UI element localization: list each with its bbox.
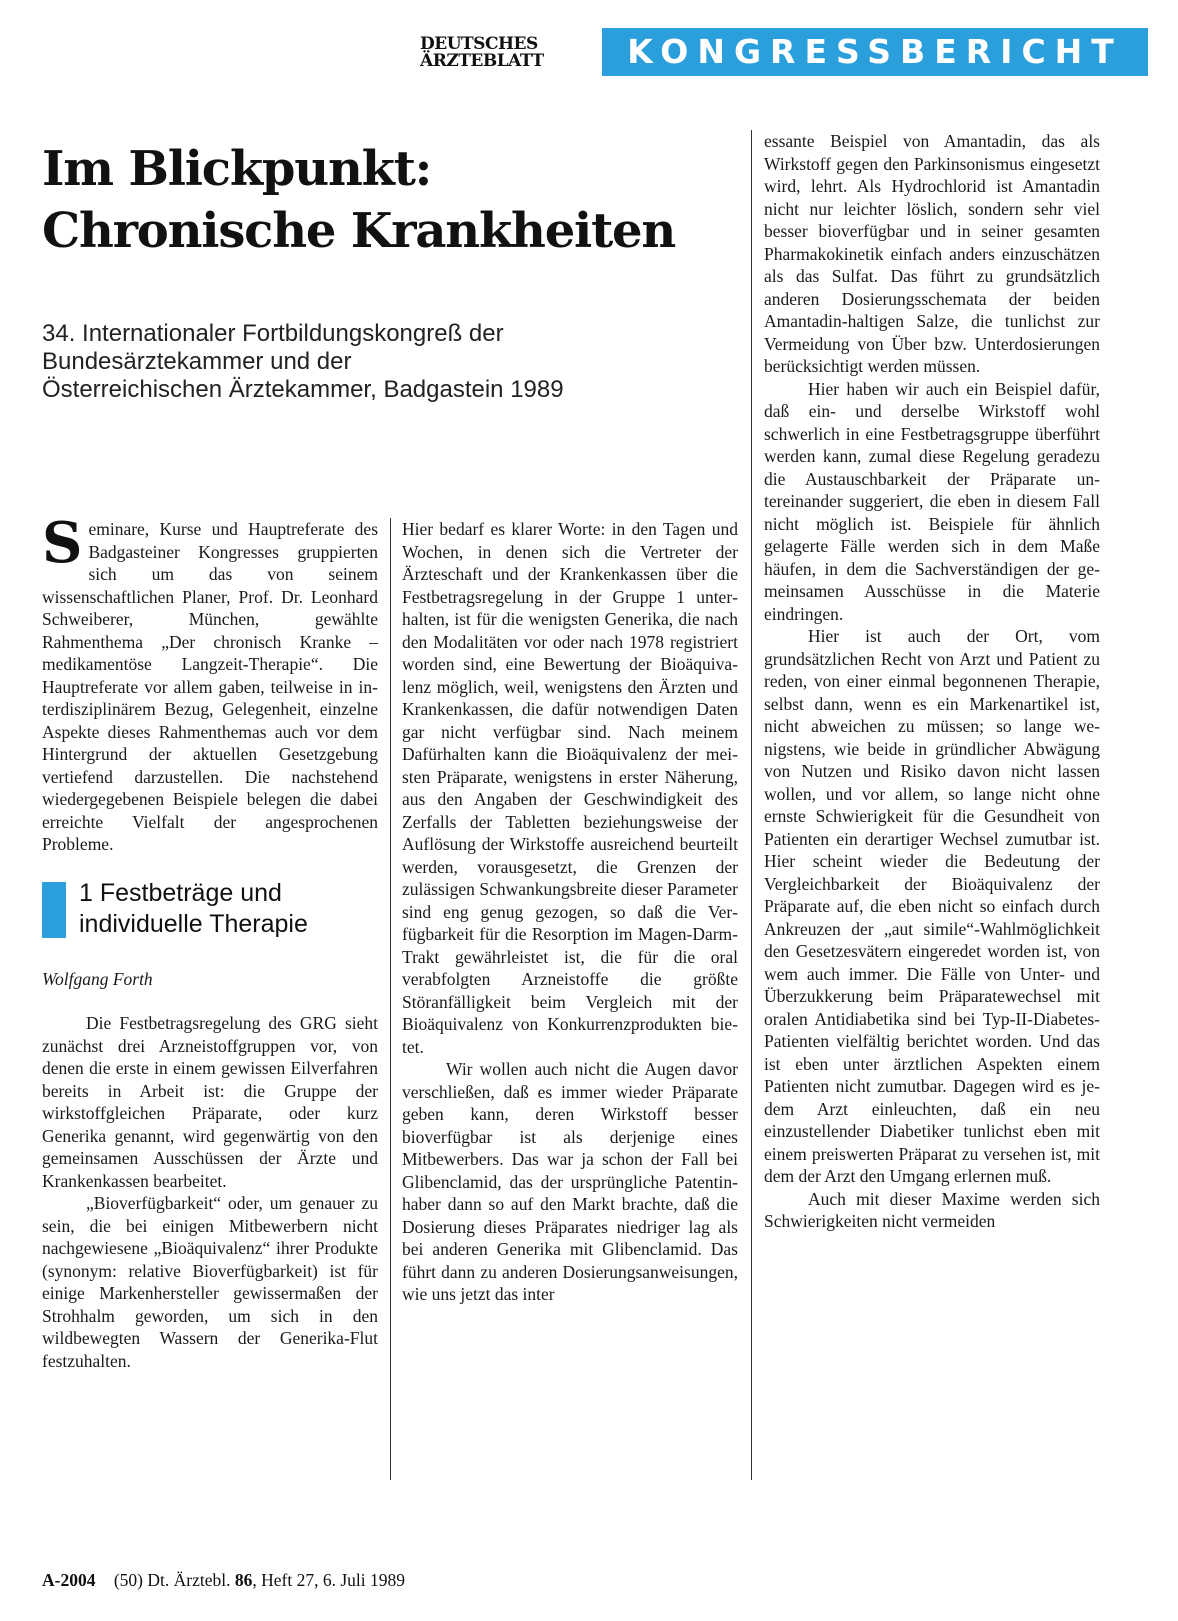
body-paragraph: Die Festbetragsregelung des GRG sieht zunächst drei Arzneistoffgruppen vor, von denen die erste in einem gewissen Eilverfahren bereits in Arbeit ist: die Gruppe der wirkstoffgleichen Präparate, oder kurz Generika genannt, wird gegenwärtig von den gemeinsamen Ausschüssen der Ärzte und Krankenkassen bearbeitet. [42,1013,378,1191]
body-paragraph: „Bioverfügbarkeit“ oder, um genauer zu sein, die bei einigen Mitbewerbern nicht nachgewiesene „Bioäquivalenz“ ihrer Produkte (synonym: relative Bioverfügbarkeit) ist für einige Markenhersteller gewissermaßen der Strohhalm geworden, um sich in den wildbewegten Wassern der Generika-Flut festzuhalten. [42,1193,378,1371]
body-paragraph: essante Beispiel von Amantadin, das als Wirkstoff gegen den Parkinsonismus eingesetzt wird, lehrt. Als Hydrochlorid ist Amantadin nicht nur leichter löslich, sondern sehr viel besser bioverfügbar und in seiner gesamten Pharmakokinetik einfach anders einzuschätzen als das Sulfat. Das führt zu grundsätzlich anderen Dosierungsschemata der beiden Amantadin-haltigen Salze, die tunlichst zur Vermeidung von Über bzw. Unterdosierungen berücksichtigt werden müssen. [764,131,1100,376]
masthead [420,28,1148,76]
body-paragraph: Auch mit dieser Maxime werden sich Schwierigkeiten nicht vermeiden [764,1188,1100,1231]
section-heading [42,878,378,942]
column-divider-1 [390,518,391,1480]
intro-paragraph [42,510,378,856]
body-paragraph: Hier bedarf es klarer Worte: in den Tagen und Wochen, in denen sich die Vertreter der Ärzteschaft und der Krankenkassen über die Festbetragsregelung in der Gruppe 1 unterhalten, ist für die wenigsten Generika, die nach den Modalitäten vor oder nach 1978 registriert worden sind, eine Bewertung der Bioäquivalenz möglich, weil, wenigstens den Ärzten und Krankenkassen, die dafür notwendigen Daten gar nicht verfügbar sind. Nach meinem Dafürhalten kann die Bioäquivalenz der meisten Präparate, wenigstens in erster Näherung, aus den Angaben der Geschwindigkeit des Zerfalls der Tabletten beziehungsweise der Auflösung der Wirkstoffe ausreichend beurteilt werden, vorausgesetzt, die Grenzen der zulässigen Schwankungsbreite dieser Parameter sind eng genug gezogen, so daß die Verfügbarkeit für die Resorption im Magen-Darm-Trakt gewährleistet ist, die für die oral verabfolgten Arzneistoffe die größte Störanfälligkeit beim Vergleich mit der Bioäquivalenz von Konkurrenzprodukten bietet. [402,519,738,1057]
subtitle-line1: 34. Internationaler Fortbildungskongreß der [42,320,504,347]
subtitle-line3: Österreichischen Ärztekammer, Badgastein 1989 [42,376,564,403]
section-tag: KONGRESSBERICHT [602,28,1148,76]
column-divider-2 [751,130,752,1480]
column-3 [764,130,1100,1483]
drop-cap: S [42,510,83,576]
citation-rest: , Heft 27, 6. Juli 1989 [252,1570,405,1590]
page-number: A-2004 [42,1570,96,1590]
article-title [42,138,762,262]
page-footer [42,1570,405,1591]
intro-text: eminare, Kurse und Hauptreferate des Badgasteiner Kongresses gruppierten sich um das von seinem wissenschaftlichen Planer, Prof. Dr. Leonhard Schweiberer, München, gewählte Rahmenthema „Der chronisch Kranke – medikamentöse Langzeit-Therapie“. Die Hauptreferate vor allem gaben, teilweise in interdisziplinärem Bezug, Gelegenheit, einzelne Aspekte dieses Rahmenthemas auch vor dem Hintergrund der aktuellen Gesetzgebung vertiefend darzustellen. Die nachstehend wiedergegebenen Beispiele belegen die dabei erreichte Vielfalt der angesprochenen Probleme. [42,519,378,854]
citation-volume: 86 [234,1570,253,1590]
column-2 [402,518,738,1483]
title-line1: Im Blickpunkt: [42,141,432,197]
section-title [79,878,379,940]
subtitle-line2: Bundesärztekammer und der [42,348,352,375]
section-title-line1: 1 Festbeträge und [79,878,282,907]
title-line2: Chronische Krankheiten [42,203,676,259]
body-paragraph: Wir wollen auch nicht die Augen davor verschließen, daß es immer wieder Präparate geben kann, deren Wirkstoff besser bioverfügbar ist als derjenige eines Mitbewerbers. Das war ja schon der Fall bei Glibenclamid, das der ursprüngliche Patentinhaber dann so auf den Markt brachte, daß die Dosierung dieses Präparates niedriger lag als bei anderen Generika mit Glibenclamid. Das führt dann zu anderen Dosierungsanweisungen, wie uns jetzt das inter [402,1059,738,1304]
citation-prefix: (50) Dt. Ärztebl. [113,1570,231,1590]
section-marker [42,882,66,938]
section-title-line2: individuelle Therapie [79,909,308,938]
author-byline: Wolfgang Forth [42,968,153,989]
body-paragraph: Hier ist auch der Ort, vom grundsätzlichen Recht von Arzt und Patient zu reden, von einer einmal begonnenen Therapie, selbst dann, wenn es ein Markenartikel ist, nicht abweichen zu müssen; so lange wenigstens, wie beide in gründlicher Abwägung von Nutzen und Risiko davon nicht lassen wollen, und vor allem, so lange nicht ohne ernste Schwierigkeit für die Gesundheit von Patienten ein derartiger Wechsel zumutbar ist. Hier scheint wieder die Bedeutung der Vergleichbarkeit der Bioäquivalenz der Präparate auf, die eben nicht so einfach durch Ankreuzen der „aut simile“-Wahlmöglichkeit den Gesetzesvätern eingeredet worden ist, von wem auch immer. Die Fälle von Unter- und Überzukkerung beim Präparatewechsel mit oralen Antidiabetika sind bei Typ-II-Diabetes-Patienten vielfältig berichtet worden. Und das ist eben unter ärztlichen Aspekten einem Patienten nicht zumutbar. Dagegen wird es jedem Arzt einleuchten, daß ein neu einzustellender Diabetiker tunlichst eben mit einem preiswerten Präparat zu versehen ist, mit dem der Arzt den Umgang erlernen muß. [764,626,1100,1186]
brand-line2: ÄRZTEBLATT [420,51,544,71]
brand-line1: DEUTSCHES [420,34,538,54]
brand-logo [420,36,544,70]
article-subtitle [42,320,722,404]
body-paragraph: Hier haben wir auch ein Beispiel dafür, daß ein- und derselbe Wirkstoff wohl schwerlich in eine Festbetragsgruppe überführt werden kann, zumal diese Regelung geradezu die Austauschbarkeit der Präparate untereinander suggeriert, die eben in diesem Fall nicht möglich ist. Beispiele für ähnlich gelagerte Fälle werden sich in dem Maße häufen, in dem die Sachverständigen der gemeinsamen Ausschüsse in die Materie eindringen. [764,378,1100,624]
column-1 [42,510,378,1372]
